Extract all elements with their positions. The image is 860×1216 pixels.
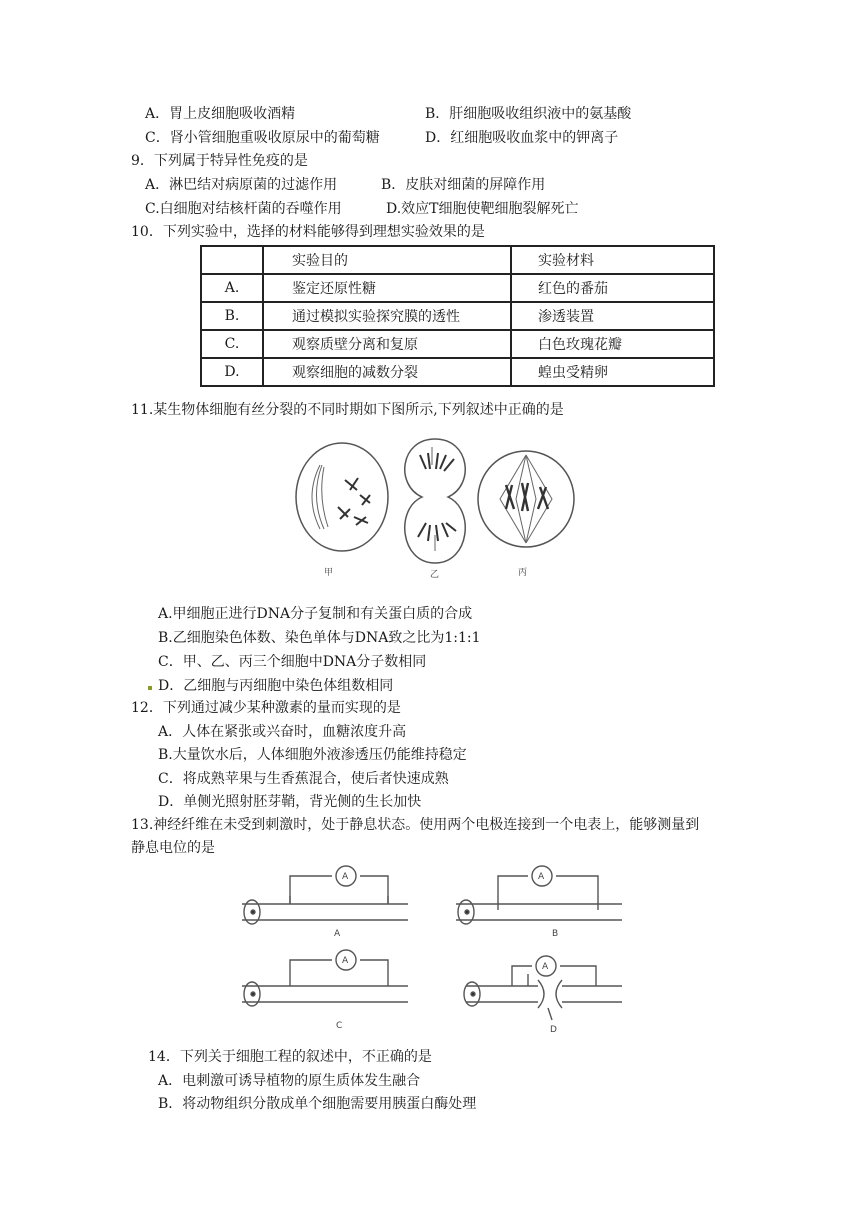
q13-stem-line1: 13.神经纤维在未受到刺激时，处于静息状态。使用两个电极连接到一个电表上，能够测量到 (131, 817, 700, 833)
chromosome (338, 478, 370, 525)
table-cell: 通过模拟实验探究膜的透性 (263, 302, 511, 330)
table-cell: 红色的番茄 (511, 274, 714, 302)
figure-label-jia: 甲 (324, 568, 334, 578)
q9-option-d: D.效应T细胞使靶细胞裂解死亡 (386, 201, 579, 217)
q9-option-b: B．皮肤对细菌的屏障作用 (381, 177, 546, 193)
q12-stem: 12．下列通过减少某种激素的量而实现的是 (131, 700, 401, 716)
q10-stem: 10．下列实验中，选择的材料能够得到理想实验效果的是 (131, 224, 485, 240)
table-cell: 蝗虫受精卵 (511, 358, 714, 386)
q9-option-a: A．淋巴结对病原菌的过滤作用 (145, 177, 338, 193)
meter-label: A (342, 872, 349, 882)
q12-option-b: B.大量饮水后，人体细胞外液渗透压仍能维持稳定 (158, 747, 467, 763)
panel-label-a: A (334, 929, 341, 939)
table-cell: D. (201, 358, 263, 386)
table-cell: C. (201, 330, 263, 358)
scan-mark (148, 686, 152, 690)
electrode-figure (238, 862, 630, 1038)
table-header-cell (201, 246, 263, 274)
table-cell: 白色玫瑰花瓣 (511, 330, 714, 358)
table-cell: B. (201, 302, 263, 330)
table-row (201, 302, 714, 330)
cell-jia (296, 443, 388, 551)
q14-option-b: B．将动物组织分散成单个细胞需要用胰蛋白酶处理 (158, 1096, 477, 1112)
table-cell: 鉴定还原性糖 (263, 274, 511, 302)
panel-label-b: B (552, 929, 559, 939)
spindle-jia (312, 465, 328, 529)
chromosome (506, 483, 548, 511)
table-row (201, 330, 714, 358)
q9-option-c: C.白细胞对结核杆菌的吞噬作用 (145, 201, 342, 217)
q11-stem: 11.某生物体细胞有丝分裂的不同时期如下图所示,下列叙述中正确的是 (131, 402, 564, 418)
table-header-cell: 实验目的 (263, 246, 511, 274)
q14-stem: 14．下列关于细胞工程的叙述中，不正确的是 (148, 1049, 432, 1065)
table-cell: 观察质壁分离和复原 (263, 330, 511, 358)
q9-stem: 9．下列属于特异性免疫的是 (131, 153, 308, 169)
q13-stem-line2: 静息电位的是 (131, 840, 215, 856)
experiment-table (200, 245, 715, 387)
table-cell: A. (201, 274, 263, 302)
table-row (201, 274, 714, 302)
q12-option-c: C．将成熟苹果与生香蕉混合，使后者快速成熟 (158, 771, 449, 787)
q14-option-a: A．电刺激可诱导植物的原生质体发生融合 (158, 1073, 421, 1089)
panel-label-d: D (550, 1025, 557, 1035)
q11-option-b: B.乙细胞染色体数、染色单体与DNA致之比为1:1:1 (158, 630, 481, 646)
table-row (201, 358, 714, 386)
q11-option-d: D．乙细胞与丙细胞中染色体组数相同 (158, 678, 394, 694)
figure-label-bing: 丙 (518, 568, 528, 578)
q8-option-c: C．肾小管细胞重吸收原尿中的葡萄糖 (145, 130, 380, 146)
panel-c (242, 950, 408, 1006)
panel-label-c: C (336, 1021, 343, 1031)
figure-label-yi: 乙 (430, 570, 440, 580)
table-header-row (201, 246, 714, 274)
meter-label: A (542, 962, 549, 972)
q8-option-a: A．胃上皮细胞吸收酒精 (145, 106, 296, 122)
panel-a (242, 866, 408, 924)
meter-label: A (342, 956, 349, 966)
mitosis-figure (290, 425, 580, 585)
q11-option-c: C．甲、乙、丙三个细胞中DNA分子数相同 (158, 654, 427, 670)
q8-option-b: B．肝细胞吸收组织液中的氨基酸 (425, 106, 632, 122)
q8-option-d: D．红细胞吸收血浆中的钾离子 (425, 130, 619, 146)
q12-option-a: A．人体在紧张或兴奋时，血糖浓度升高 (158, 724, 407, 740)
table-cell: 观察细胞的减数分裂 (263, 358, 511, 386)
q12-option-d: D．单侧光照射胚芽鞘，背光侧的生长加快 (158, 794, 422, 810)
meter-label: A (538, 872, 545, 882)
q11-option-a: A.甲细胞正进行DNA分子复制和有关蛋白质的合成 (158, 606, 473, 622)
table-cell: 渗透装置 (511, 302, 714, 330)
table-header-cell: 实验材料 (511, 246, 714, 274)
